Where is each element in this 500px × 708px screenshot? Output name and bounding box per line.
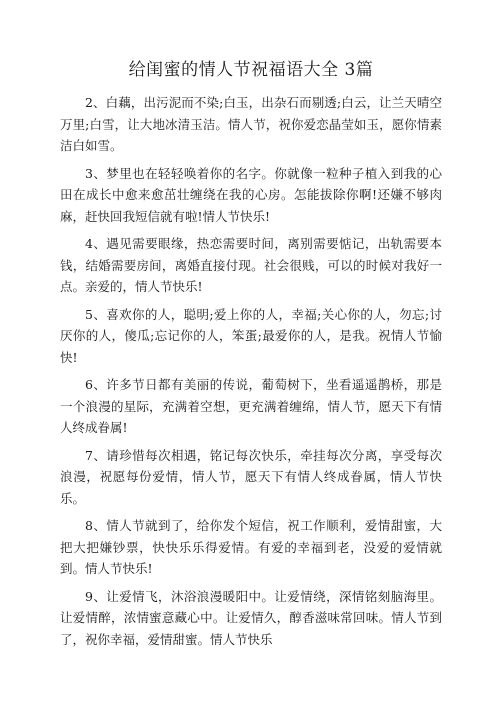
paragraph-3: 3、梦里也在轻轻唤着你的名字。你就像一粒种子植入到我的心田在成长中愈来愈茁壮缠绕在我的心房。怎能拔除你啊!还嫌不够肉麻，赶快回我短信就有啦!情人节快乐! — [60, 165, 442, 224]
paragraph-8: 8、情人节就到了，给你发个短信，祝工作顺利，爱情甜蜜，大把大把嫌钞票，快快乐乐得爱情。有爱的幸福到老，没爱的爱情就到。情人节快乐! — [60, 518, 442, 576]
paragraph-2: 2、白藕，出污泥而不染;白玉，出杂石而剔透;白云，让兰天晴空万里;白雪，让大地冰清玉洁。情人节，祝你爱恋晶莹如玉，愿你情素洁白如雪。 — [60, 95, 442, 153]
paragraph-4: 4、遇见需要眼缘，热恋需要时间，离别需要惦记，出轨需要本钱，结婚需要房间，离婚直接付现。社会很贱，可以的时候对我好一点。亲爱的，情人节快乐! — [60, 236, 442, 294]
paragraph-5: 5、喜欢你的人，聪明;爱上你的人，幸福;关心你的人，勿忘;讨厌你的人，傻瓜;忘记你的人，笨蛋;最爱你的人，是我。祝情人节愉快! — [60, 306, 442, 365]
paragraph-9: 9、让爱情飞，沐浴浪漫暖阳中。让爱情绕，深情铭刻脑海里。让爱情醉，浓情蜜意藏心中。让爱情久，醇香滋味常回味。情人节到了，祝你幸福，爱情甜蜜。情人节快乐 — [60, 588, 442, 647]
paragraph-6: 6、许多节日都有美丽的传说，葡萄树下，坐看遥遥鹊桥，那是一个浪漫的星际，充满着空想，更充满着缠绵，情人节，愿天下有情人终成眷属! — [60, 377, 442, 435]
page-title: 给闺蜜的情人节祝福语大全 3篇 — [128, 60, 374, 80]
paragraph-7: 7、请珍惜每次相遇，铭记每次快乐，牵挂每次分离，享受每次浪漫，祝愿每份爱情，情人节，愿天下有情人终成眷属，情人节快乐。 — [60, 447, 442, 506]
